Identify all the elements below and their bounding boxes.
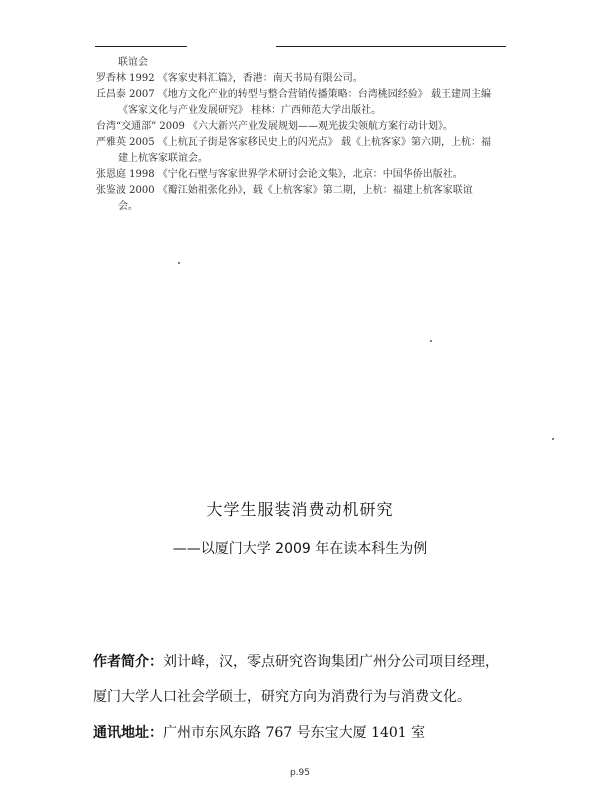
- reference-text: 台湾“交通部” 2009 《六大新兴产业发展规划——观光拔尖领航方案行动计划》。: [96, 121, 454, 132]
- reference-text-continued: 《客家文化与产业发展研究》 桂林：广西师范大学出版社。: [118, 105, 382, 116]
- top-rule-left: [95, 46, 187, 47]
- reference-text: 丘昌泰 2007 《地方文化产业的转型与整合营销传播策略：台湾桃园经验》 载王建周主编: [96, 89, 491, 100]
- reference-text: 张恩庭 1998 《宁化石壁与客家世界学术研讨会论文集》，北京：中国华侨出版社。: [96, 169, 463, 180]
- reference-entry: [96, 167, 516, 183]
- reference-text: 张鉴波 2000 《瓣江始祖张化孙》，载《上杭客家》第二期，上杭：福建上杭客家联谊: [96, 185, 473, 196]
- reference-text-continued: 建上杭客家联谊会。: [118, 153, 208, 164]
- article-title: 大学生服装消费动机研究: [206, 500, 394, 519]
- author-intro-line2: 厦门大学人口社会学硕士，研究方向为消费行为与消费文化。: [93, 689, 471, 705]
- article-subtitle: ——以厦门大学 2009 年在读本科生为例: [172, 541, 428, 557]
- scan-speck: [430, 340, 432, 342]
- reference-entry: [96, 71, 516, 87]
- page-number: p.95: [289, 768, 311, 778]
- address-label: 通讯地址：: [93, 725, 163, 741]
- reference-continuation: 联谊会: [118, 57, 148, 68]
- author-intro: [93, 651, 533, 671]
- reference-text-continued: 会。: [118, 201, 138, 212]
- reference-entry: [96, 119, 516, 135]
- author-intro-line1: 刘计峰，汉，零点研究咨询集团广州分公司项目经理，: [163, 654, 499, 670]
- reference-entry: [96, 87, 516, 119]
- scan-speck: [178, 262, 180, 264]
- address-value: 广州市东风东路 767 号东宝大厦 1401 室: [163, 725, 426, 741]
- scan-speck: [552, 438, 554, 440]
- author-label: 作者简介：: [93, 654, 163, 670]
- reference-text: 罗香林 1992 《客家史料汇篇》，香港：南天书局有限公司。: [96, 73, 363, 84]
- reference-entry: [96, 183, 516, 215]
- reference-entry: [96, 135, 516, 167]
- reference-text: 严雅英 2005 《上杭瓦子街是客家移民史上的闪光点》 载《上杭客家》第六期，上杭：福: [96, 137, 491, 148]
- author-intro-continued: [93, 686, 533, 706]
- top-rule-right: [276, 46, 506, 47]
- author-address: [93, 722, 533, 742]
